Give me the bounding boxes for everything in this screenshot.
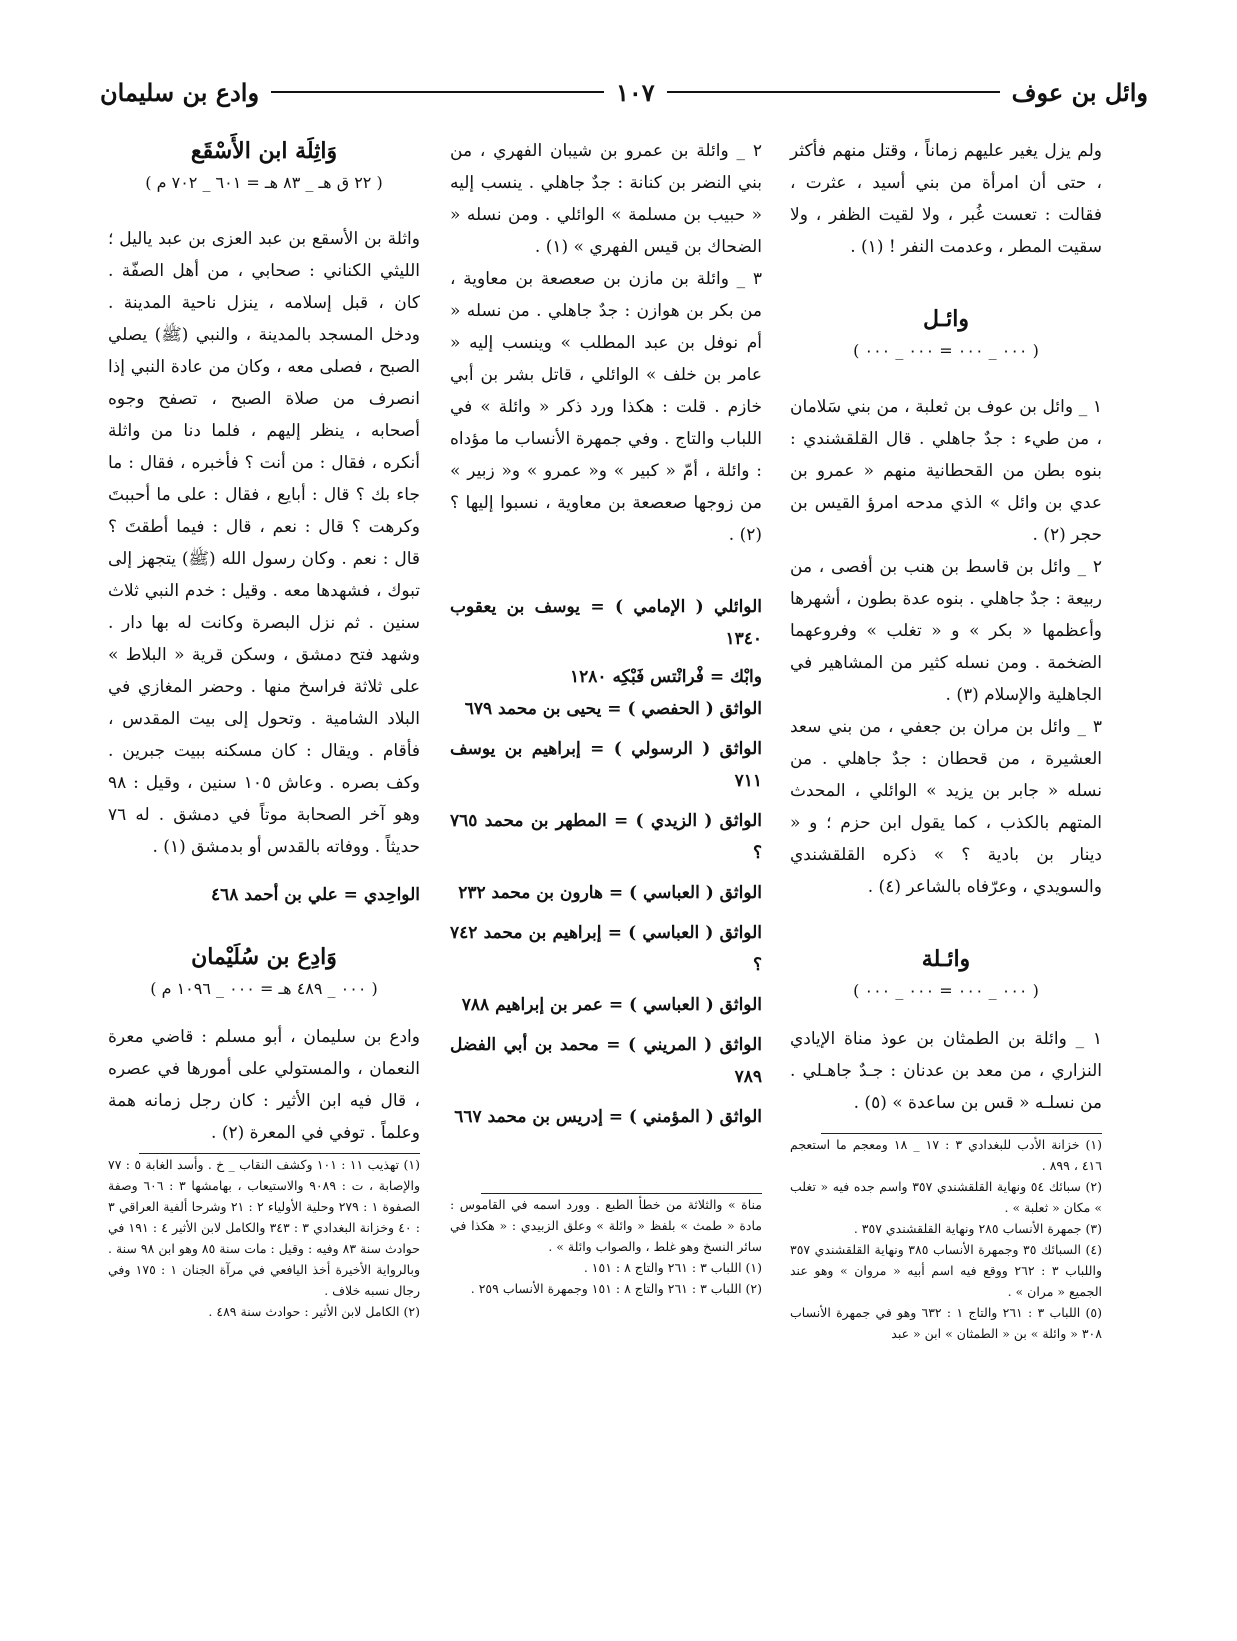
paragraph: واثلة بن الأسقع بن عبد العزى بن عبد ياليل ؛ الليثي الكناني : صحابي ، من أهل الصفّة . كان ، قبل إسلامه ، ينزل ناحية المدينة . ودخل المسجد بالمدينة ، والنبي (ﷺ) يصلي الصبح ، فصلى معه ، وكان من عادة النبي إذا انصرف من صلاة الصبح ، تصفح وجوه أصحابه ، ينظر إليهم ، فلما دنا من واثلة أنكره ، فقال : من أنت ؟ فأخبره ، فقال : ما جاء بك ؟ قال : أبايع ، فقال : على ما أحببتَ وكرهت ؟ قال : نعم ، قال : فيما أطقتَ ؟ قال : نعم . وكان رسول الله (ﷺ) يتجهز إلى تبوك ، فشهدها معه . وقيل : خدم النبي ثلاث سنين . ثم نزل البصرة وكانت له بها دار . وشهد فتح دمشق ، وسكن قرية « البلاط » على ثلاثة فراسخ منها . وحضر المغازي في البلاد الشامية . وتحول إلى بيت المقدس ، فأقام . ويقال : كان مسكنه ببيت جبرين . وكف بصره . وعاش ١٠٥ سنين ، وقيل : ٩٨ وهو آخر الصحابة موتاً في دمشق . له ٧٦ حديثاً . ووفاته بالقدس أو بدمشق (١) . — [108, 229, 420, 857]
cross-reference: الواثق ( المؤمني ) = إدريس بن محمد ٦٦٧ — [454, 1107, 762, 1127]
entry-dates: ( ٠٠٠ _ ٠٠٠ = ٠٠٠ _ ٠٠٠ ) — [853, 981, 1039, 1000]
footnotes — [790, 1134, 1102, 1344]
cross-reference: الواثق ( العباسي ) = هارون بن محمد ٢٣٢ — [458, 883, 762, 903]
footnote: مناة » والثلاثة من خطأ الطبع . وورد اسمه في القاموس : مادة « طمث » بلفظ « وائلة » وعلق الزبيدي : « هكذا في سائر النسخ وهو غلط ، والصواب وائلة » . — [450, 1197, 762, 1254]
cross-reference: الواثق ( الرسولي ) = إبراهيم بن يوسف ٧١١ — [450, 739, 762, 791]
header-rule-right — [667, 91, 1000, 93]
footnote: (٤) السبائك ٣٥ وجمهرة الأنساب ٣٨٥ ونهاية القلقشندي ٣٥٧ واللباب ٣ : ٢٦٢ ووقع فيه اسم أبيه « مروان » وهو عند الجميع « مران » . — [790, 1242, 1102, 1299]
footnote: (٣) جمهرة الأنساب ٢٨٥ ونهاية القلقشندي ٣٥٧ . — [853, 1221, 1102, 1236]
header-rule-left — [271, 91, 604, 93]
footnote: (٢) الكامل لابن الأثير : حوادث سنة ٤٨٩ . — [208, 1304, 420, 1319]
footnote: (٢) سبائك ٥٤ ونهاية القلقشندي ٣٥٧ واسم جده فيه « تغلب » مكان « ثعلبة » . — [790, 1179, 1102, 1215]
column-middle — [450, 135, 762, 1299]
footnote: (١) اللباب ٣ : ٢٦١ والتاج ٨ : ١٥١ . — [583, 1260, 762, 1275]
cross-reference: الواثق ( المريني ) = محمد بن أبي الفضل ٧٨٩ — [450, 1035, 762, 1087]
footnotes — [450, 1194, 762, 1299]
running-head-left: وادع بن سليمان — [100, 77, 260, 107]
cross-reference: الواثق ( العباسي ) = إبراهيم بن محمد ٧٤٢ ؟ — [450, 923, 762, 975]
paragraph: ١ _ وائلة بن الطمثان بن عوذ مناة الإيادي النزاري ، من معد بن عدنان : جـدٌ جاهـلي . من نسلـه « قس بن ساعدة » (٥) . — [790, 1029, 1102, 1113]
cross-reference: الواثق ( الزيدي ) = المطهر بن محمد ٧٦٥ ؟ — [450, 811, 762, 863]
paragraph: ٢ _ وائلة بن عمرو بن شيبان الفهري ، من بني النضر بن كنانة : جدٌ جاهلي . ينسب إليه « حبيب بن مسلمة » الوائلي . ومن نسله « الضحاك بن قيس الفهري » (١) . — [450, 141, 762, 257]
cross-reference: الواثق ( العباسي ) = عمر بن إبراهيم ٧٨٨ — [461, 995, 762, 1015]
column-right — [790, 135, 1102, 1344]
entry-title: وائـل — [923, 306, 969, 332]
cross-reference: الواحِدي = علي بن أحمد ٤٦٨ — [211, 885, 420, 905]
page-number: ١٠٧ — [616, 77, 655, 107]
entry-dates: ( ٠٠٠ _ ٤٨٩ هـ = ٠٠٠ _ ١٠٩٦ م ) — [150, 979, 378, 998]
footnotes — [108, 1154, 420, 1322]
entry-title: وائـلة — [921, 946, 971, 972]
footnote: (٢) اللباب ٣ : ٢٦١ والتاج ٨ : ١٥١ وجمهرة الأنساب ٢٥٩ . — [470, 1281, 762, 1296]
page-header — [100, 72, 1148, 112]
running-head-right: وائل بن عوف — [1011, 77, 1148, 107]
footnote: (١) خزانة الأدب للبغدادي ٣ : ١٧ _ ١٨ ومعجم ما استعجم ٤١٦ ، ٨٩٩ . — [790, 1137, 1102, 1173]
paragraph: ٣ _ وائل بن مران بن جعفي ، من بني سعد العشيرة ، من قحطان : جدٌ جاهلي . من نسله « جابر بن يزيد » الوائلي ، المحدث المتهم بالكذب ، كما يقول ابن حزم ؛ و « دينار بن بادية ؟ » ذكره القلقشندي والسويدي ، وعرّفاه بالشاعر (٤) . — [790, 717, 1102, 897]
entry-title: وَاثِلَة ابن الأَسْقَع — [190, 138, 338, 164]
entry-dates: ( ٠٠٠ _ ٠٠٠ = ٠٠٠ _ ٠٠٠ ) — [853, 341, 1039, 360]
paragraph: ١ _ وائل بن عوف بن ثعلبة ، من بني سَلامان ، من طيء : جدٌ جاهلي . قال القلقشندي : بنوه بطن من القحطانية منهم « عمرو بن عدي بن وائل » الذي مدحه امرؤ القيس بن حجر (٢) . — [790, 397, 1102, 545]
paragraph: ٣ _ وائلة بن مازن بن صعصعة بن معاوية ، من بكر بن هوازن : جدٌ جاهلي . من نسله « أم نوفل بن عبد المطلب » وينسب إليه « عامر بن خلف » الوائلي ، قاتل بشر بن أبي خازم . قلت : هكذا ورد ذكر « وائلة » في اللباب والتاج . وفي جمهرة الأنساب ما مؤداه : وائلة ، أمّ « كبير » و« عمرو » و« زبير » من زوجها صعصعة بن معاوية ، نسبوا إليها ؟ (٢) . — [450, 269, 762, 545]
paragraph: وادع بن سليمان ، أبو مسلم : قاضي معرة النعمان ، والمستولي على أمورها في عصره ، قال فيه ابن الأثير : كان رجل زمانه همة وعلماً . توفي في المعرة (٢) . — [108, 1027, 420, 1143]
column-left — [108, 135, 420, 1322]
footnote: (٥) اللباب ٣ : ٢٦١ والتاج ١ : ٦٣٢ وهو في جمهرة الأنساب ٣٠٨ « وائلة » بن « الطمثان » ابن « عبد — [790, 1305, 1102, 1341]
entry-title: وَادِع بن سُلَيْمان — [191, 944, 337, 970]
cross-reference: وابْك = فْرانْتس فَبْكِه ١٢٨٠ — [570, 667, 762, 687]
cross-reference: الواثق ( الحفصي ) = يحيى بن محمد ٦٧٩ — [464, 699, 762, 719]
paragraph: ولم يزل يغير عليهم زماناً ، وقتل منهم فأكثر ، حتى أن امرأة من بني أسيد ، عثرت ، فقالت : تعست غُبر ، ولا لقيت الظفر ، ولا سقيت المطر ، وعدمت النفر ! (١) . — [790, 141, 1102, 257]
paragraph: ٢ _ وائل بن قاسط بن هنب بن أفصى ، من ربيعة : جدٌ جاهلي . بنوه عدة بطون ، أشهرها وأعظمها « بكر » و « تغلب » وفروعهما الضخمة . ومن نسله كثير من المشاهير في الجاهلية والإسلام (٣) . — [790, 557, 1102, 705]
cross-reference: الوائلي ( الإمامي ) = يوسف بن يعقوب ١٣٤٠ — [450, 597, 762, 649]
footnote: (١) تهذيب ١١ : ١٠١ وكشف النقاب _ خ . وأسد الغابة ٥ : ٧٧ والإصابة ، ت : ٩٠٨٩ والاستيعاب ، بهامشها ٣ : ٦٠٦ وصفة الصفوة ١ : ٢٧٩ وحلية الأولياء ٢ : ٢١ وشرحا ألفية العراقي ٣ : ٤٠ وخزانة البغدادي ٣ : ٣٤٣ والكامل لابن الأثير ٤ : ١٩١ في حوادث سنة ٨٣ وفيه : وقيل : مات سنة ٨٥ وهو ابن ٩٨ سنة . وبالرواية الأخيرة أخذ اليافعي في مرآة الجنان ١ : ١٧٥ وفي رجال نسبه خلاف . — [108, 1157, 420, 1298]
entry-dates: ( ٢٢ ق هـ _ ٨٣ هـ = ٦٠١ _ ٧٠٢ م ) — [145, 173, 383, 192]
